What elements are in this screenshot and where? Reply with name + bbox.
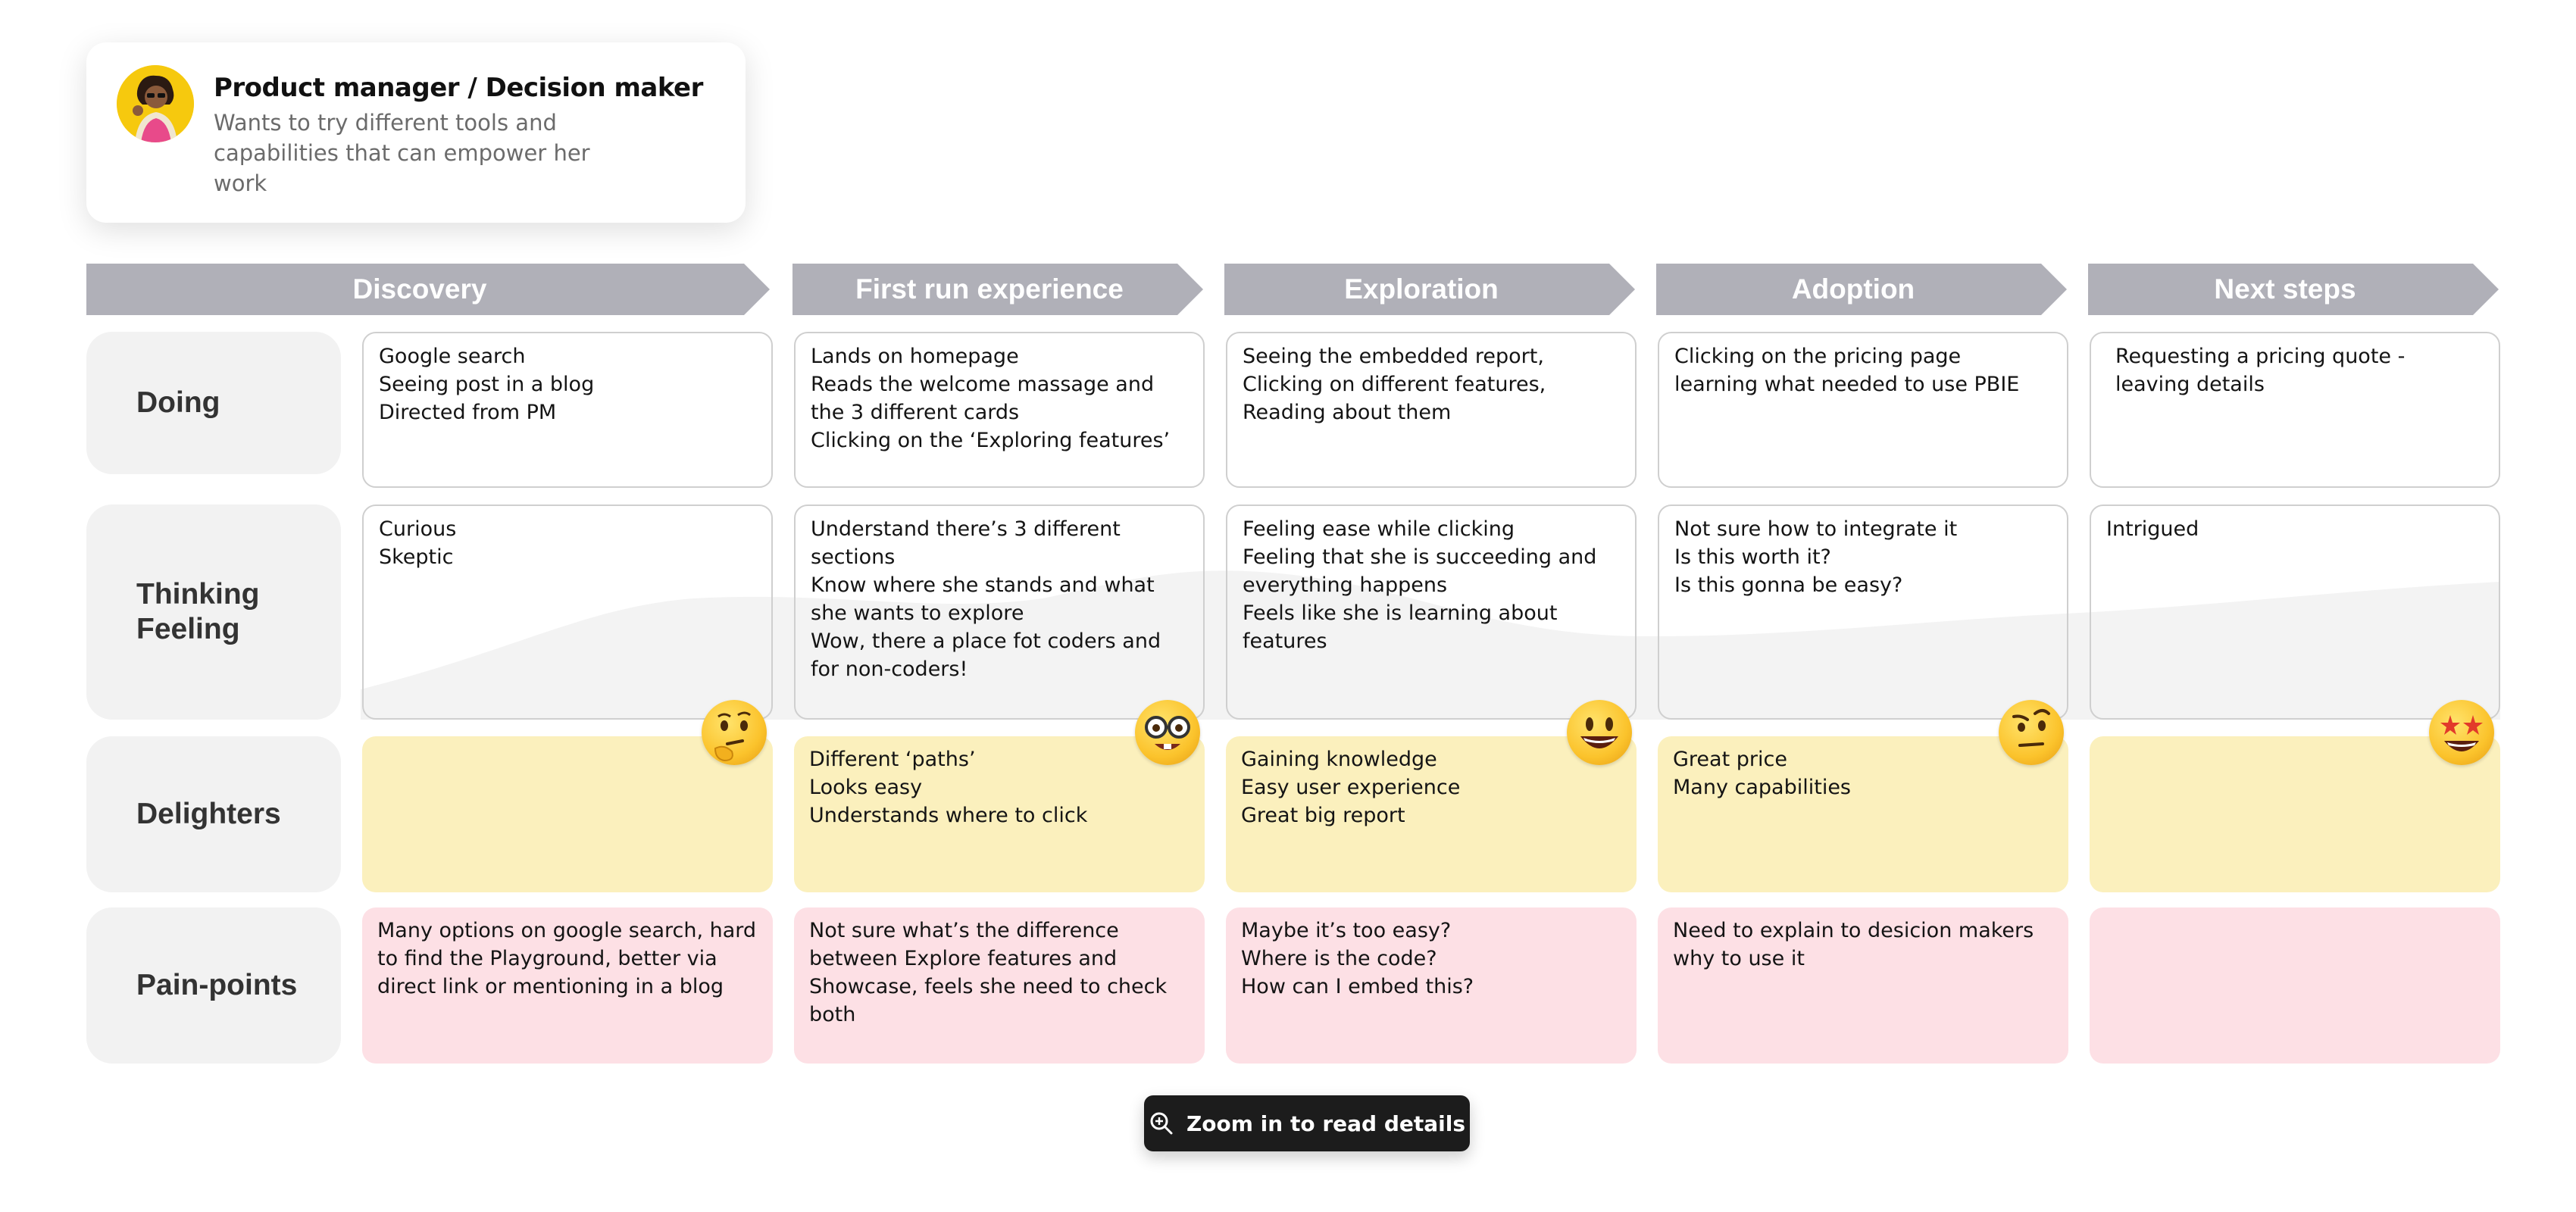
raised-eyebrow-face-icon xyxy=(1999,700,2064,765)
stage-label: Discovery xyxy=(352,273,487,305)
doing-cell-first-run: Lands on homepage Reads the welcome massage and the 3 different cards Clicking on the ‘Exploring features’ xyxy=(794,332,1205,488)
thinking-cell-next-steps: Intrigued xyxy=(2090,504,2500,720)
persona-description: Wants to try different tools and capabilities that can empower her work xyxy=(214,110,590,196)
stage-adoption xyxy=(1656,264,2067,315)
painpoint-cell-exploration: Maybe it’s too easy? Where is the code? How can I embed this? xyxy=(1226,907,1637,1064)
painpoint-cell-discovery: Many options on google search, hard to find the Playground, better via direct link or mentioning in a blog xyxy=(362,907,773,1064)
star-struck-face-icon xyxy=(2429,700,2494,765)
stage-exploration xyxy=(1224,264,1635,315)
thinking-cell-exploration: Feeling ease while clicking Feeling that she is succeeding and everything happens Feels like she is learning about features xyxy=(1226,504,1637,720)
nerd-face-icon xyxy=(1135,700,1200,765)
thinking-cell-adoption: Not sure how to integrate it Is this worth it? Is this gonna be easy? xyxy=(1658,504,2068,720)
row-label-pain-points: Pain-points xyxy=(86,907,341,1064)
doing-cell-next-steps: Requesting a pricing quote - leaving details xyxy=(2090,332,2500,488)
painpoint-cell-first-run: Not sure what’s the difference between Explore features and Showcase, feels she need to check both xyxy=(794,907,1205,1064)
thinking-cell-first-run: Understand there’s 3 different sections Know where she stands and what she wants to explore Wow, there a place fot coders and for non-coders! xyxy=(794,504,1205,720)
doing-cell-discovery: Google search Seeing post in a blog Directed from PM xyxy=(362,332,773,488)
stage-next-steps xyxy=(2088,264,2499,315)
stage-label: Next steps xyxy=(2214,273,2356,305)
row-label-delighters: Delighters xyxy=(86,736,341,892)
thinking-face-icon xyxy=(702,700,767,765)
zoom-in-button[interactable] xyxy=(1144,1095,1470,1151)
row-label-thinking-feeling: Thinking Feeling xyxy=(86,504,341,720)
delighter-cell-exploration: Gaining knowledge Easy user experience Great big report xyxy=(1226,736,1637,892)
doing-cell-exploration: Seeing the embedded report, Clicking on different features, Reading about them xyxy=(1226,332,1637,488)
persona-title: Product manager / Decision maker xyxy=(214,73,703,103)
stage-label: Exploration xyxy=(1344,273,1499,305)
painpoint-cell-adoption: Need to explain to desicion makers why to use it xyxy=(1658,907,2068,1064)
painpoint-cell-next-steps xyxy=(2090,907,2500,1064)
delighter-cell-first-run: Different ‘paths’ Looks easy Understands where to click xyxy=(794,736,1205,892)
row-label-doing: Doing xyxy=(86,332,341,474)
stage-discovery xyxy=(86,264,770,315)
delighter-cell-adoption: Great price Many capabilities xyxy=(1658,736,2068,892)
stage-first-run-experience xyxy=(792,264,1203,315)
grinning-face-icon xyxy=(1567,700,1632,765)
persona-avatar xyxy=(117,65,194,142)
stage-label: First run experience xyxy=(855,273,1124,305)
persona-card xyxy=(86,42,746,223)
zoom-in-label: Zoom in to read details xyxy=(1186,1110,1465,1136)
zoom-in-icon xyxy=(1149,1110,1174,1136)
thinking-cell-discovery: Curious Skeptic xyxy=(362,504,773,720)
stage-label: Adoption xyxy=(1791,273,1915,305)
doing-cell-adoption: Clicking on the pricing page learning what needed to use PBIE xyxy=(1658,332,2068,488)
